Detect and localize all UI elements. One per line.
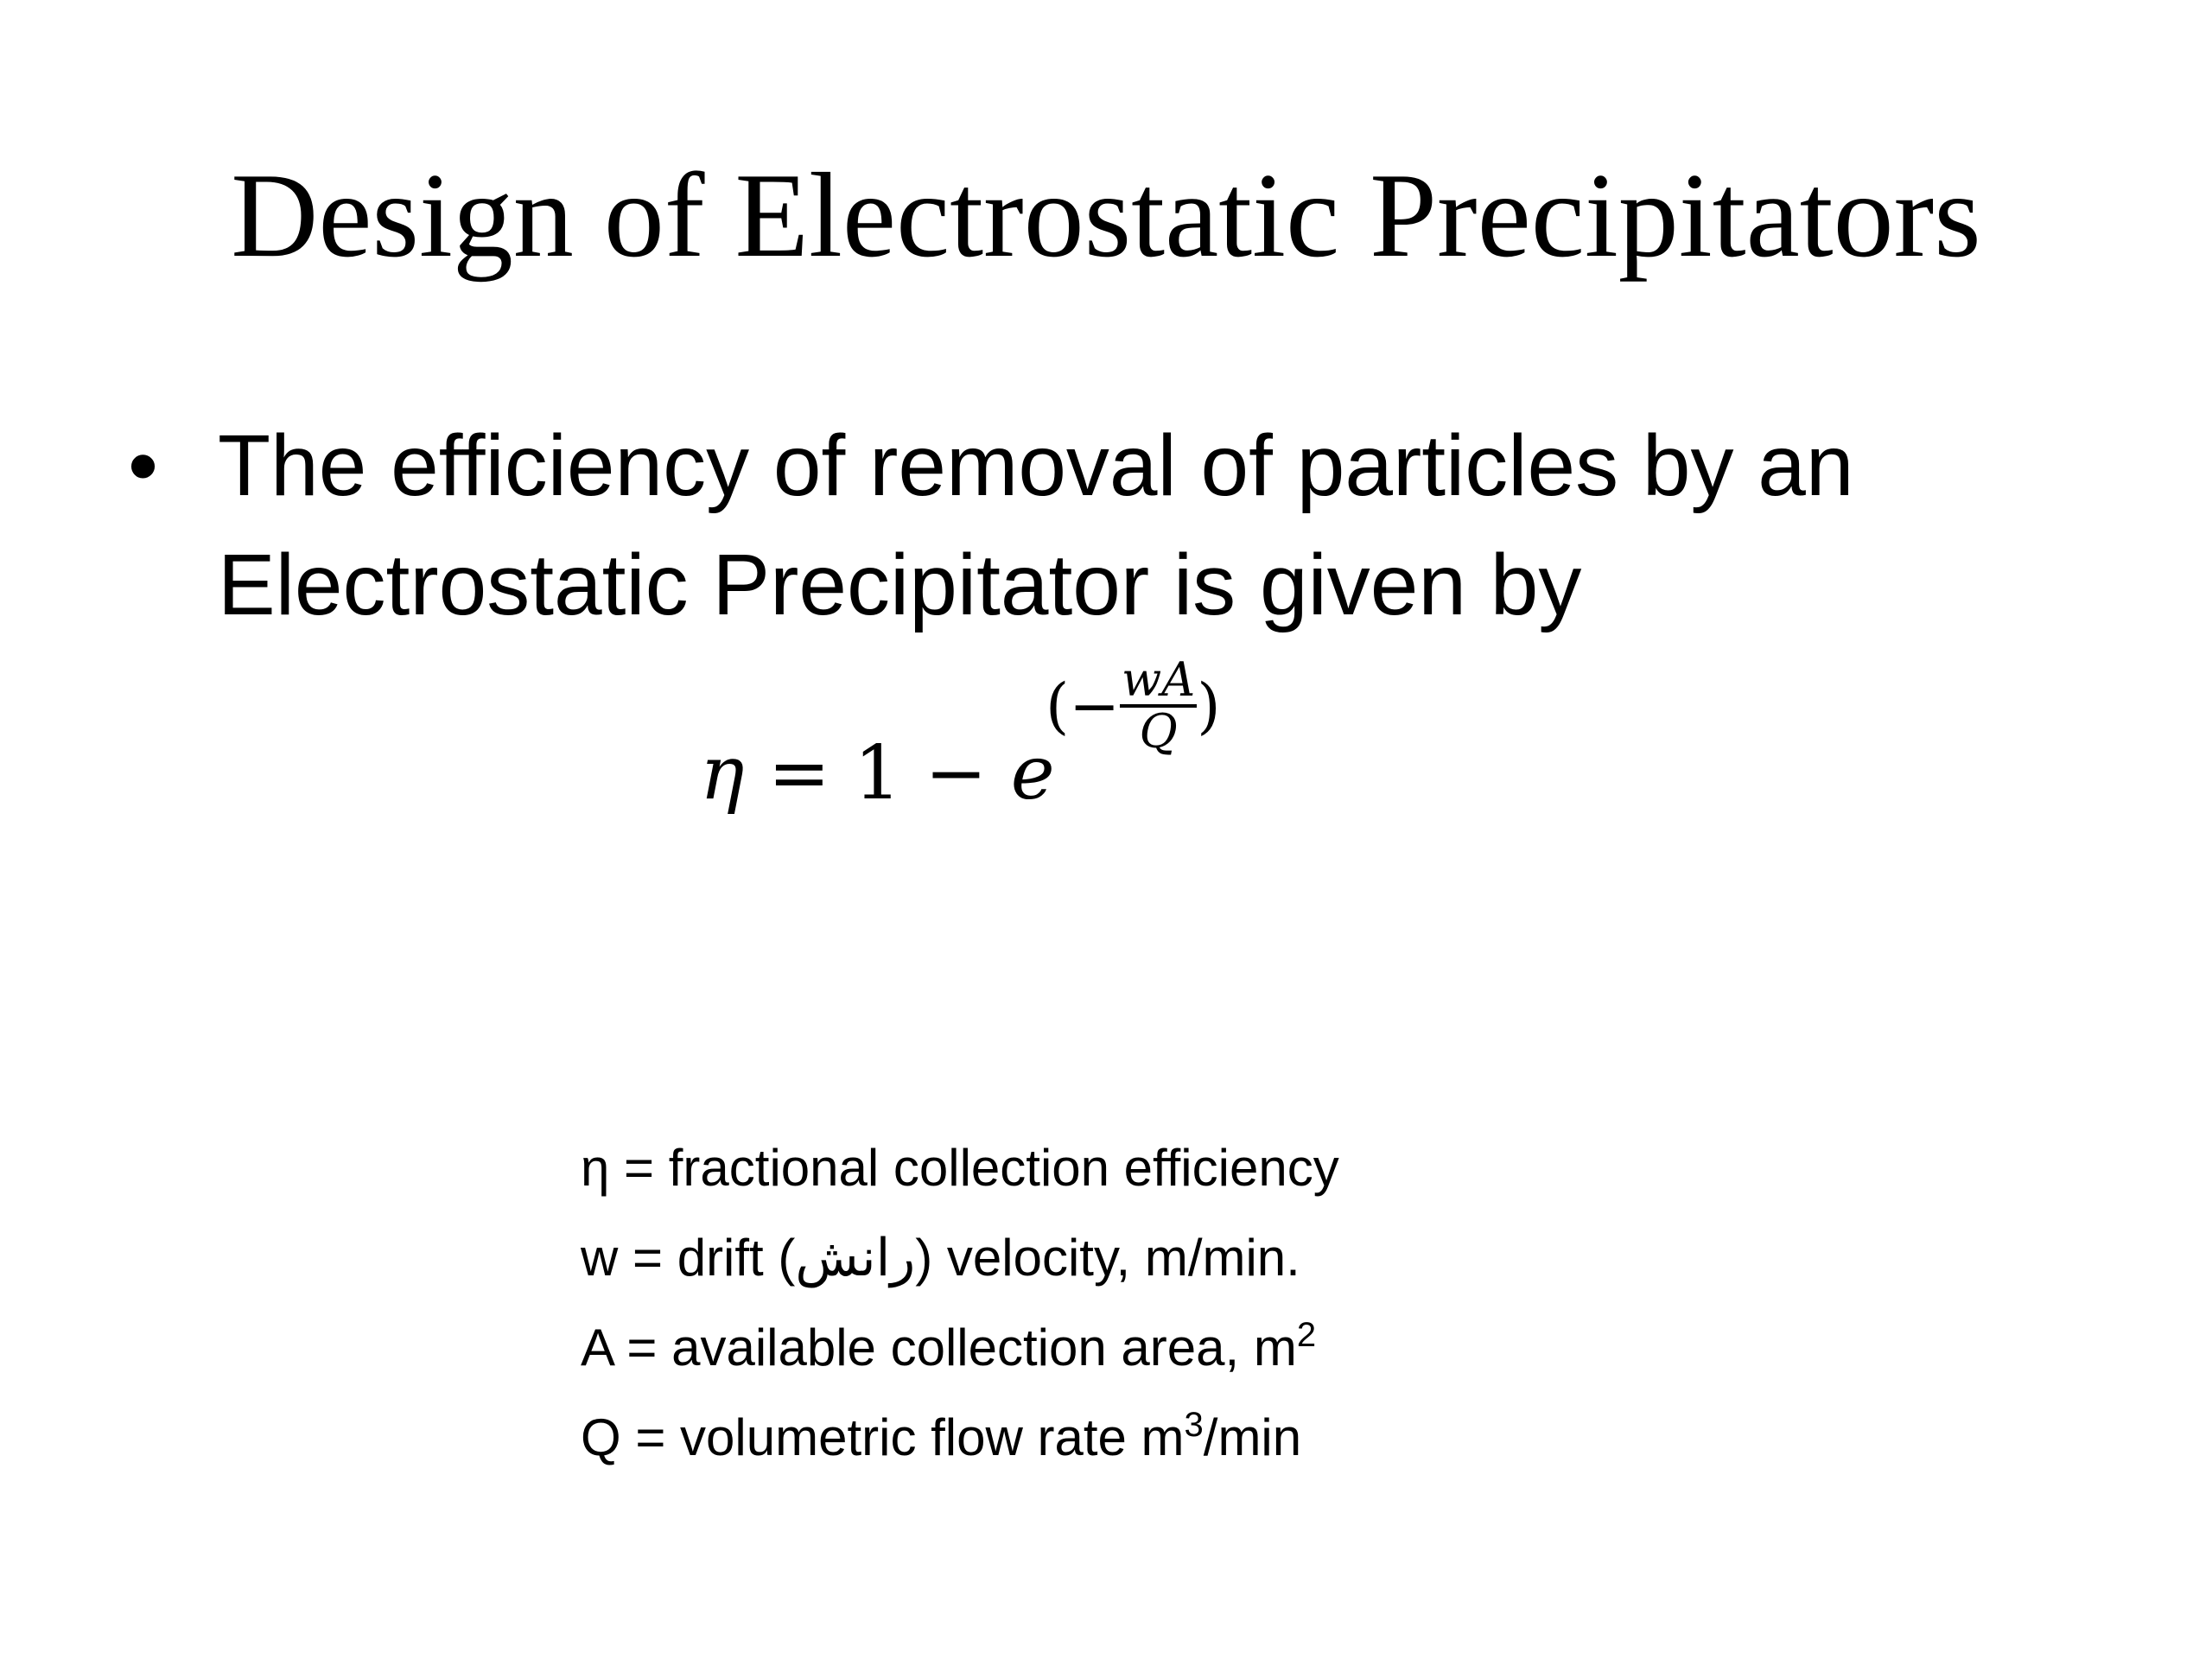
definition-q xyxy=(581,1393,1339,1483)
definition-text: w = drift (رانش) velocity, m/min. xyxy=(581,1229,1300,1287)
definition-a xyxy=(581,1303,1339,1393)
bullet-item xyxy=(128,406,2115,645)
formula-eta: η xyxy=(700,730,745,817)
definition-superscript: 2 xyxy=(1296,1316,1317,1354)
variable-definitions xyxy=(581,1123,1339,1483)
formula-base xyxy=(700,730,1055,817)
formula-exponent xyxy=(1046,652,1221,759)
bullet-marker: • xyxy=(128,417,159,514)
slide-title: Design of Electrostatic Precipitators xyxy=(231,149,1981,283)
definition-suffix: /min xyxy=(1203,1408,1302,1466)
formula-equals: = 1 − xyxy=(744,730,1011,817)
fraction-denominator: Q xyxy=(1139,704,1178,759)
exponent-open-paren: (− xyxy=(1046,671,1120,741)
definition-text: η = fractional collection efficiency xyxy=(581,1139,1339,1197)
definition-w xyxy=(581,1213,1339,1303)
definition-eta xyxy=(581,1123,1339,1213)
exponent-fraction xyxy=(1120,652,1197,759)
definition-superscript: 3 xyxy=(1184,1406,1204,1444)
fraction-numerator: wA xyxy=(1121,652,1196,707)
exponent-close-paren: ) xyxy=(1197,671,1221,741)
formula-e: e xyxy=(1010,730,1055,817)
definition-text: A = available collection area, m xyxy=(581,1319,1297,1376)
bullet-text: The efficiency of removal of particles by an Electrostatic Precipitator is given by xyxy=(218,417,1854,633)
definition-text: Q = volumetric flow rate m xyxy=(581,1408,1185,1466)
